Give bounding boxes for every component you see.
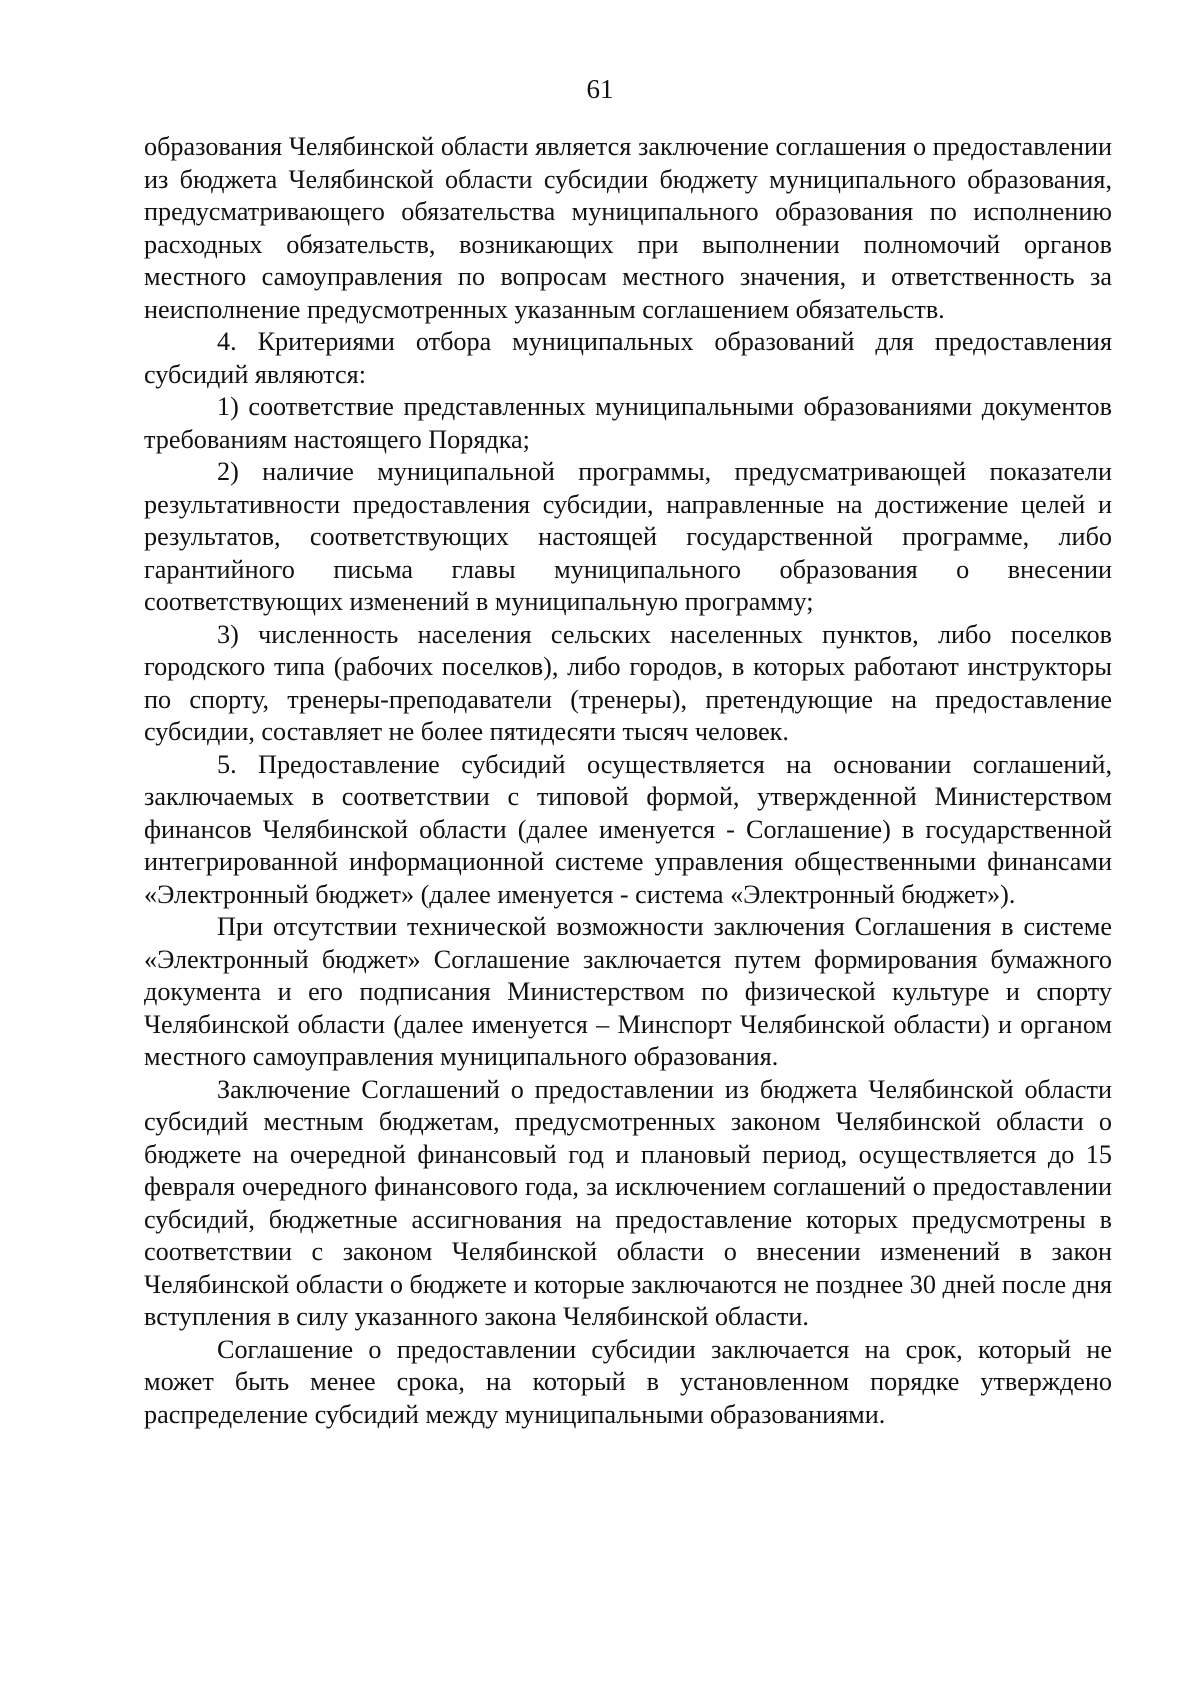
document-body (144, 131, 1112, 1431)
paragraph-item-5: 5. Предоставление субсидий осуществляется на основании соглашений, заключаемых в соответствии с типовой формой, утвержденной Министерством финансов Челябинской области (далее именуется - Соглашение) в государственной интегрированной информационной системе управления общественными финансами «Электронный бюджет» (далее именуется - система «Электронный бюджет»). (144, 749, 1112, 909)
paragraph-criterion-2: 2) наличие муниципальной программы, предусматривающей показатели результативности предоставления субсидии, направленные на достижение целей и результатов, соответствующих настоящей государственной программе, либо гарантийного письма главы муниципального образования о внесении соответствующих изменений в муниципальную программу; (144, 457, 1112, 616)
paragraph-paper-agreement: При отсутствии технической возможности заключения Соглашения в системе «Электронный бюджет» Соглашение заключается путем формирования бумажного документа и его подписания Министерством по физической культуре и спорту Челябинской области (далее именуется – Минспорт Челябинской области) и органом местного самоуправления муниципального образования. (144, 912, 1112, 1071)
paragraph-item-4: 4. Критериями отбора муниципальных образований для предоставления субсидий являются: (144, 327, 1112, 389)
paragraph-agreement-deadline: Заключение Соглашений о предоставлении из бюджета Челябинской области субсидий местным бюджетам, предусмотренных законом Челябинской области о бюджете на очередной финансовый год и плановый период, осуществляется до 15 февраля очередного финансового года, за исключением соглашений о предоставлении субсидий, бюджетные ассигнования на предоставление которых предусмотрены в соответствии с законом Челябинской области о внесении изменений в закон Челябинской области о бюджете и которые заключаются не позднее 30 дней после дня вступления в силу указанного закона Челябинской области. (144, 1074, 1113, 1331)
paragraph-criterion-3: 3) численность населения сельских населенных пунктов, либо поселков городского типа (рабочих поселков), либо городов, в которых работают инструкторы по спорту, тренеры-преподаватели (тренеры), претендующие на предоставление субсидии, составляет не более пятидесяти тысяч человек. (144, 619, 1112, 746)
page-number: 61 (586, 74, 614, 104)
paragraph-agreement-term: Соглашение о предоставлении субсидии заключается на срок, который не может быть менее срока, на который в установленном порядке утверждено распределение субсидий между муниципальными образованиями. (144, 1334, 1112, 1429)
paragraph-continuation: образования Челябинской области является заключение соглашения о предоставлении из бюджета Челябинской области субсидии бюджету муниципального образования, предусматривающего обязательства муниципального образования по исполнению расходных обязательств, возникающих при выполнении полномочий органов местного самоуправления по вопросам местного значения, и ответственность за неисполнение предусмотренных указанным соглашением обязательств. (144, 132, 1112, 324)
paragraph-criterion-1: 1) соответствие представленных муниципальными образованиями документов требованиям настоящего Порядка; (144, 392, 1112, 454)
